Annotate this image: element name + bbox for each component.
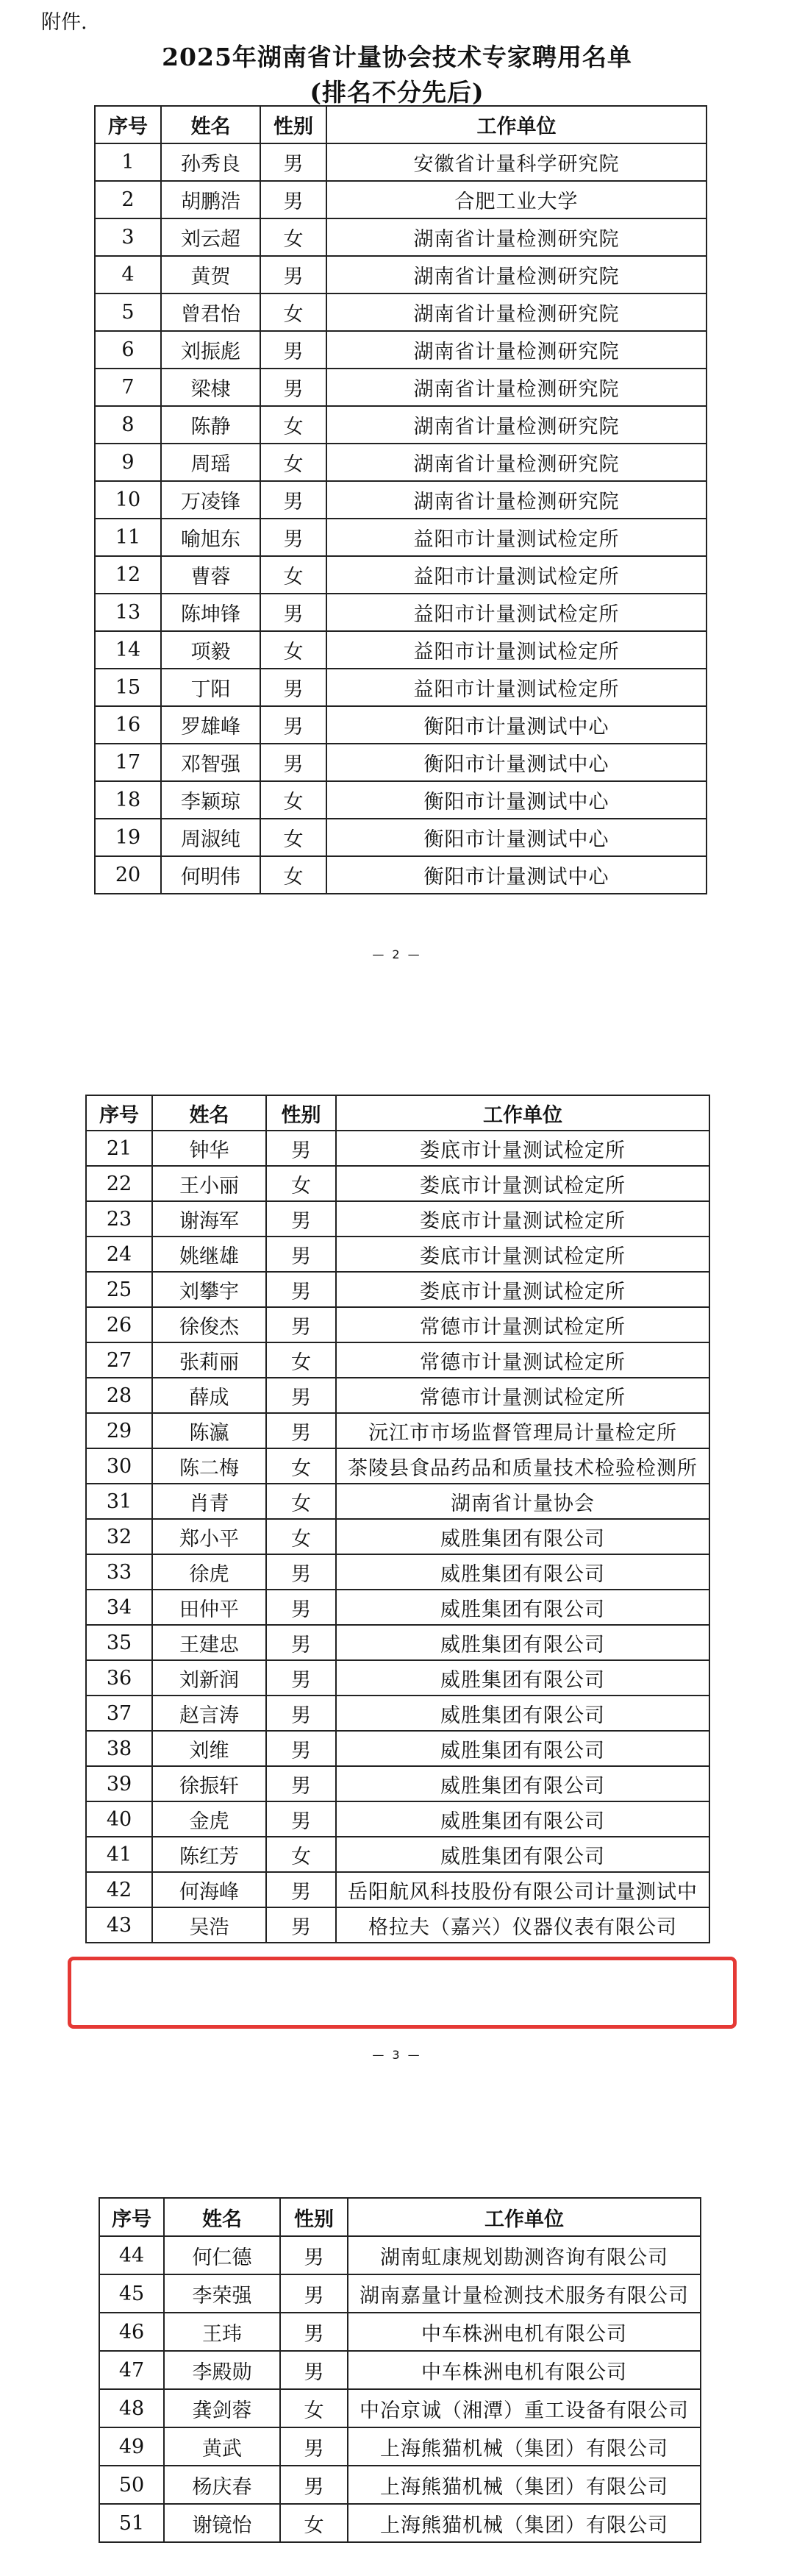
cell-gender: 男 bbox=[260, 369, 326, 406]
cell-gender: 女 bbox=[260, 819, 326, 856]
cell-name: 陈红芳 bbox=[152, 1837, 266, 1872]
cell-org: 娄底市计量测试检定所 bbox=[336, 1166, 709, 1201]
cell-no: 13 bbox=[95, 594, 161, 631]
cell-org: 湖南省计量检测研究院 bbox=[326, 331, 707, 369]
header-gender: 性别 bbox=[266, 1095, 336, 1131]
cell-org: 中车株洲电机有限公司 bbox=[348, 2351, 701, 2389]
table-row bbox=[95, 481, 707, 519]
cell-no: 16 bbox=[95, 706, 161, 744]
table-row bbox=[86, 1484, 709, 1519]
cell-name: 曹蓉 bbox=[161, 556, 260, 594]
cell-org: 益阳市计量测试检定所 bbox=[326, 519, 707, 556]
table-row bbox=[86, 1201, 709, 1237]
cell-org: 湖南省计量检测研究院 bbox=[326, 369, 707, 406]
cell-name: 邓智强 bbox=[161, 744, 260, 781]
expert-table-page-3 bbox=[99, 2197, 701, 2543]
cell-no: 12 bbox=[95, 556, 161, 594]
table-row bbox=[95, 519, 707, 556]
table-row bbox=[95, 669, 707, 706]
cell-org: 威胜集团有限公司 bbox=[336, 1837, 709, 1872]
cell-name: 薛成 bbox=[152, 1378, 266, 1413]
cell-no: 27 bbox=[86, 1342, 152, 1378]
cell-org: 茶陵县食品药品和质量技术检验检测所 bbox=[336, 1448, 709, 1484]
table-row bbox=[95, 631, 707, 669]
cell-gender: 男 bbox=[280, 2427, 348, 2466]
cell-org: 衡阳市计量测试中心 bbox=[326, 744, 707, 781]
table-row bbox=[95, 293, 707, 331]
cell-no: 26 bbox=[86, 1307, 152, 1342]
table-row bbox=[95, 856, 707, 894]
document-subtitle: (排名不分先后) bbox=[310, 78, 484, 107]
cell-org: 湖南嘉量计量检测技术服务有限公司 bbox=[348, 2274, 701, 2313]
cell-org: 常德市计量测试检定所 bbox=[336, 1307, 709, 1342]
cell-org: 益阳市计量测试检定所 bbox=[326, 556, 707, 594]
cell-name: 徐振轩 bbox=[152, 1766, 266, 1801]
cell-no: 10 bbox=[95, 481, 161, 519]
table-row bbox=[86, 1237, 709, 1272]
page-number: — 3 — bbox=[372, 2048, 422, 2062]
cell-org: 娄底市计量测试检定所 bbox=[336, 1131, 709, 1166]
cell-name: 周淑纯 bbox=[161, 819, 260, 856]
cell-gender: 女 bbox=[280, 2504, 348, 2542]
cell-org: 衡阳市计量测试中心 bbox=[326, 706, 707, 744]
cell-name: 喻旭东 bbox=[161, 519, 260, 556]
cell-name: 何仁德 bbox=[164, 2236, 280, 2274]
table-row bbox=[95, 706, 707, 744]
cell-gender: 男 bbox=[280, 2466, 348, 2504]
cell-name: 王小丽 bbox=[152, 1166, 266, 1201]
cell-name: 田仲平 bbox=[152, 1590, 266, 1625]
cell-name: 周瑶 bbox=[161, 444, 260, 481]
cell-name: 万凌锋 bbox=[161, 481, 260, 519]
cell-no: 47 bbox=[99, 2351, 164, 2389]
cell-org: 格拉夫（嘉兴）仪器仪表有限公司 bbox=[336, 1907, 709, 1943]
table-row bbox=[86, 1801, 709, 1837]
cell-org: 益阳市计量测试检定所 bbox=[326, 594, 707, 631]
cell-no: 18 bbox=[95, 781, 161, 819]
cell-name: 何明伟 bbox=[161, 856, 260, 894]
cell-name: 李荣强 bbox=[164, 2274, 280, 2313]
cell-org: 益阳市计量测试检定所 bbox=[326, 631, 707, 669]
cell-name: 刘振彪 bbox=[161, 331, 260, 369]
cell-gender: 女 bbox=[260, 293, 326, 331]
cell-gender: 男 bbox=[266, 1801, 336, 1837]
cell-org: 湖南虹康规划勘测咨询有限公司 bbox=[348, 2236, 701, 2274]
cell-name: 刘维 bbox=[152, 1731, 266, 1766]
cell-org: 衡阳市计量测试中心 bbox=[326, 781, 707, 819]
cell-name: 李殿勋 bbox=[164, 2351, 280, 2389]
table-row bbox=[86, 1554, 709, 1590]
cell-org: 娄底市计量测试检定所 bbox=[336, 1272, 709, 1307]
table-row bbox=[99, 2466, 701, 2504]
cell-name: 陈坤锋 bbox=[161, 594, 260, 631]
cell-name: 徐俊杰 bbox=[152, 1307, 266, 1342]
cell-no: 23 bbox=[86, 1201, 152, 1237]
cell-gender: 女 bbox=[260, 856, 326, 894]
cell-gender: 女 bbox=[280, 2389, 348, 2427]
table-row bbox=[95, 556, 707, 594]
cell-org: 中冶京诚（湘潭）重工设备有限公司 bbox=[348, 2389, 701, 2427]
table-row bbox=[99, 2427, 701, 2466]
cell-no: 21 bbox=[86, 1131, 152, 1166]
cell-org: 湖南省计量检测研究院 bbox=[326, 218, 707, 256]
cell-org: 衡阳市计量测试中心 bbox=[326, 856, 707, 894]
cell-name: 钟华 bbox=[152, 1131, 266, 1166]
cell-gender: 男 bbox=[260, 744, 326, 781]
cell-org: 威胜集团有限公司 bbox=[336, 1766, 709, 1801]
cell-no: 51 bbox=[99, 2504, 164, 2542]
cell-gender: 男 bbox=[266, 1766, 336, 1801]
table-row bbox=[86, 1378, 709, 1413]
cell-no: 37 bbox=[86, 1696, 152, 1731]
cell-gender: 男 bbox=[260, 669, 326, 706]
table-row bbox=[86, 1907, 709, 1943]
table-row bbox=[95, 256, 707, 293]
header-name: 姓名 bbox=[164, 2198, 280, 2236]
header-org: 工作单位 bbox=[336, 1095, 709, 1131]
header-name: 姓名 bbox=[152, 1095, 266, 1131]
cell-no: 7 bbox=[95, 369, 161, 406]
cell-gender: 男 bbox=[260, 331, 326, 369]
cell-name: 黄武 bbox=[164, 2427, 280, 2466]
cell-org: 湖南省计量检测研究院 bbox=[326, 256, 707, 293]
cell-name: 龚剑蓉 bbox=[164, 2389, 280, 2427]
cell-gender: 男 bbox=[266, 1413, 336, 1448]
cell-name: 刘攀宇 bbox=[152, 1272, 266, 1307]
cell-org: 威胜集团有限公司 bbox=[336, 1590, 709, 1625]
cell-name: 谢镜怡 bbox=[164, 2504, 280, 2542]
cell-no: 11 bbox=[95, 519, 161, 556]
table-row bbox=[95, 444, 707, 481]
cell-no: 36 bbox=[86, 1660, 152, 1696]
cell-name: 刘云超 bbox=[161, 218, 260, 256]
cell-name: 郑小平 bbox=[152, 1519, 266, 1554]
cell-org: 上海熊猫机械（集团）有限公司 bbox=[348, 2427, 701, 2466]
cell-no: 29 bbox=[86, 1413, 152, 1448]
header-gender: 性别 bbox=[260, 106, 326, 143]
table-row bbox=[86, 1872, 709, 1907]
table-row bbox=[99, 2389, 701, 2427]
cell-no: 34 bbox=[86, 1590, 152, 1625]
table-row bbox=[99, 2313, 701, 2351]
cell-name: 胡鹏浩 bbox=[161, 181, 260, 218]
cell-org: 常德市计量测试检定所 bbox=[336, 1378, 709, 1413]
cell-org: 威胜集团有限公司 bbox=[336, 1519, 709, 1554]
header-gender: 性别 bbox=[280, 2198, 348, 2236]
cell-name: 梁棣 bbox=[161, 369, 260, 406]
table-row bbox=[95, 594, 707, 631]
table-row bbox=[99, 2504, 701, 2542]
cell-gender: 男 bbox=[266, 1237, 336, 1272]
cell-no: 3 bbox=[95, 218, 161, 256]
cell-gender: 男 bbox=[260, 519, 326, 556]
cell-gender: 男 bbox=[260, 256, 326, 293]
cell-no: 45 bbox=[99, 2274, 164, 2313]
cell-org: 威胜集团有限公司 bbox=[336, 1731, 709, 1766]
cell-gender: 男 bbox=[266, 1907, 336, 1943]
cell-no: 44 bbox=[99, 2236, 164, 2274]
cell-gender: 女 bbox=[260, 218, 326, 256]
table-row bbox=[86, 1448, 709, 1484]
table-row bbox=[86, 1272, 709, 1307]
cell-gender: 男 bbox=[260, 706, 326, 744]
cell-no: 39 bbox=[86, 1766, 152, 1801]
cell-org: 安徽省计量科学研究院 bbox=[326, 143, 707, 181]
cell-org: 娄底市计量测试检定所 bbox=[336, 1201, 709, 1237]
table-row bbox=[95, 744, 707, 781]
cell-org: 常德市计量测试检定所 bbox=[336, 1342, 709, 1378]
cell-gender: 女 bbox=[266, 1837, 336, 1872]
cell-no: 22 bbox=[86, 1166, 152, 1201]
table-row bbox=[86, 1660, 709, 1696]
cell-name: 罗雄峰 bbox=[161, 706, 260, 744]
header-no: 序号 bbox=[95, 106, 161, 143]
table-row bbox=[86, 1166, 709, 1201]
page-number: — 2 — bbox=[372, 947, 422, 961]
cell-name: 刘新润 bbox=[152, 1660, 266, 1696]
cell-org: 湖南省计量检测研究院 bbox=[326, 481, 707, 519]
cell-name: 姚继雄 bbox=[152, 1237, 266, 1272]
cell-gender: 男 bbox=[266, 1696, 336, 1731]
cell-name: 王玮 bbox=[164, 2313, 280, 2351]
cell-name: 陈二梅 bbox=[152, 1448, 266, 1484]
cell-org: 湖南省计量协会 bbox=[336, 1484, 709, 1519]
cell-name: 何海峰 bbox=[152, 1872, 266, 1907]
table-row bbox=[86, 1590, 709, 1625]
cell-no: 35 bbox=[86, 1625, 152, 1660]
cell-gender: 男 bbox=[280, 2351, 348, 2389]
table-row bbox=[86, 1131, 709, 1166]
cell-gender: 男 bbox=[266, 1872, 336, 1907]
cell-gender: 男 bbox=[260, 481, 326, 519]
cell-no: 6 bbox=[95, 331, 161, 369]
cell-no: 24 bbox=[86, 1237, 152, 1272]
cell-name: 赵言涛 bbox=[152, 1696, 266, 1731]
cell-no: 1 bbox=[95, 143, 161, 181]
table-row bbox=[86, 1837, 709, 1872]
cell-no: 49 bbox=[99, 2427, 164, 2466]
cell-gender: 女 bbox=[266, 1448, 336, 1484]
table-row bbox=[99, 2351, 701, 2389]
cell-gender: 男 bbox=[266, 1625, 336, 1660]
table-row bbox=[99, 2236, 701, 2274]
table-row bbox=[86, 1413, 709, 1448]
cell-gender: 男 bbox=[280, 2236, 348, 2274]
cell-no: 14 bbox=[95, 631, 161, 669]
cell-gender: 女 bbox=[260, 631, 326, 669]
cell-no: 40 bbox=[86, 1801, 152, 1837]
cell-org: 威胜集团有限公司 bbox=[336, 1625, 709, 1660]
table-row bbox=[86, 1766, 709, 1801]
cell-no: 32 bbox=[86, 1519, 152, 1554]
cell-no: 25 bbox=[86, 1272, 152, 1307]
cell-gender: 男 bbox=[266, 1731, 336, 1766]
cell-org: 湖南省计量检测研究院 bbox=[326, 293, 707, 331]
cell-org: 威胜集团有限公司 bbox=[336, 1660, 709, 1696]
cell-gender: 男 bbox=[280, 2274, 348, 2313]
cell-org: 合肥工业大学 bbox=[326, 181, 707, 218]
table-row bbox=[95, 369, 707, 406]
cell-gender: 男 bbox=[266, 1131, 336, 1166]
cell-org: 岳阳航风科技股份有限公司计量测试中 bbox=[336, 1872, 709, 1907]
cell-no: 20 bbox=[95, 856, 161, 894]
cell-org: 中车株洲电机有限公司 bbox=[348, 2313, 701, 2351]
cell-name: 项毅 bbox=[161, 631, 260, 669]
cell-no: 42 bbox=[86, 1872, 152, 1907]
header-org: 工作单位 bbox=[348, 2198, 701, 2236]
cell-gender: 男 bbox=[266, 1378, 336, 1413]
cell-org: 益阳市计量测试检定所 bbox=[326, 669, 707, 706]
table-row bbox=[99, 2274, 701, 2313]
cell-org: 娄底市计量测试检定所 bbox=[336, 1237, 709, 1272]
cell-name: 杨庆春 bbox=[164, 2466, 280, 2504]
cell-name: 吴浩 bbox=[152, 1907, 266, 1943]
cell-no: 15 bbox=[95, 669, 161, 706]
table-row bbox=[95, 331, 707, 369]
cell-name: 谢海军 bbox=[152, 1201, 266, 1237]
cell-no: 30 bbox=[86, 1448, 152, 1484]
cell-gender: 男 bbox=[266, 1590, 336, 1625]
table-row bbox=[86, 1625, 709, 1660]
cell-gender: 女 bbox=[260, 406, 326, 444]
header-no: 序号 bbox=[99, 2198, 164, 2236]
cell-gender: 男 bbox=[266, 1272, 336, 1307]
cell-gender: 女 bbox=[260, 781, 326, 819]
cell-name: 曾君怡 bbox=[161, 293, 260, 331]
table-row bbox=[86, 1731, 709, 1766]
document-title: 2025年湖南省计量协会技术专家聘用名单 bbox=[162, 43, 632, 71]
table-row bbox=[95, 781, 707, 819]
cell-name: 肖青 bbox=[152, 1484, 266, 1519]
cell-name: 孙秀良 bbox=[161, 143, 260, 181]
cell-name: 陈瀛 bbox=[152, 1413, 266, 1448]
cell-org: 上海熊猫机械（集团）有限公司 bbox=[348, 2504, 701, 2542]
cell-no: 17 bbox=[95, 744, 161, 781]
cell-org: 湖南省计量检测研究院 bbox=[326, 406, 707, 444]
cell-org: 威胜集团有限公司 bbox=[336, 1554, 709, 1590]
table-row bbox=[86, 1342, 709, 1378]
expert-table-page-1 bbox=[94, 105, 707, 894]
cell-no: 33 bbox=[86, 1554, 152, 1590]
cell-gender: 男 bbox=[266, 1554, 336, 1590]
table-row bbox=[86, 1696, 709, 1731]
cell-org: 沅江市市场监督管理局计量检定所 bbox=[336, 1413, 709, 1448]
cell-no: 28 bbox=[86, 1378, 152, 1413]
cell-no: 4 bbox=[95, 256, 161, 293]
cell-name: 李颖琼 bbox=[161, 781, 260, 819]
cell-no: 19 bbox=[95, 819, 161, 856]
table-row bbox=[86, 1307, 709, 1342]
cell-gender: 女 bbox=[266, 1484, 336, 1519]
cell-org: 湖南省计量检测研究院 bbox=[326, 444, 707, 481]
expert-table-page-2 bbox=[85, 1095, 710, 1943]
table-row bbox=[95, 406, 707, 444]
header-org: 工作单位 bbox=[326, 106, 707, 143]
cell-gender: 女 bbox=[266, 1166, 336, 1201]
cell-no: 48 bbox=[99, 2389, 164, 2427]
cell-gender: 男 bbox=[266, 1201, 336, 1237]
cell-no: 50 bbox=[99, 2466, 164, 2504]
table-row bbox=[95, 819, 707, 856]
cell-org: 上海熊猫机械（集团）有限公司 bbox=[348, 2466, 701, 2504]
cell-no: 41 bbox=[86, 1837, 152, 1872]
cell-name: 张莉丽 bbox=[152, 1342, 266, 1378]
cell-name: 王建忠 bbox=[152, 1625, 266, 1660]
cell-no: 31 bbox=[86, 1484, 152, 1519]
cell-name: 陈静 bbox=[161, 406, 260, 444]
cell-gender: 男 bbox=[260, 181, 326, 218]
cell-gender: 男 bbox=[266, 1660, 336, 1696]
cell-name: 金虎 bbox=[152, 1801, 266, 1837]
header-name: 姓名 bbox=[161, 106, 260, 143]
cell-gender: 男 bbox=[260, 143, 326, 181]
cell-no: 9 bbox=[95, 444, 161, 481]
cell-no: 46 bbox=[99, 2313, 164, 2351]
cell-name: 丁阳 bbox=[161, 669, 260, 706]
table-row bbox=[86, 1519, 709, 1554]
attachment-label: 附件. bbox=[41, 11, 87, 34]
cell-gender: 女 bbox=[266, 1342, 336, 1378]
highlight-box bbox=[68, 1957, 737, 2029]
cell-gender: 男 bbox=[266, 1307, 336, 1342]
header-no: 序号 bbox=[86, 1095, 152, 1131]
cell-org: 威胜集团有限公司 bbox=[336, 1801, 709, 1837]
table-row bbox=[95, 143, 707, 181]
cell-gender: 女 bbox=[260, 444, 326, 481]
cell-no: 8 bbox=[95, 406, 161, 444]
cell-no: 2 bbox=[95, 181, 161, 218]
cell-gender: 男 bbox=[260, 594, 326, 631]
cell-no: 38 bbox=[86, 1731, 152, 1766]
cell-no: 5 bbox=[95, 293, 161, 331]
cell-name: 黄贺 bbox=[161, 256, 260, 293]
cell-gender: 女 bbox=[260, 556, 326, 594]
cell-gender: 男 bbox=[280, 2313, 348, 2351]
cell-org: 衡阳市计量测试中心 bbox=[326, 819, 707, 856]
cell-org: 威胜集团有限公司 bbox=[336, 1696, 709, 1731]
table-row bbox=[95, 181, 707, 218]
cell-name: 徐虎 bbox=[152, 1554, 266, 1590]
table-row bbox=[95, 218, 707, 256]
cell-gender: 女 bbox=[266, 1519, 336, 1554]
cell-no: 43 bbox=[86, 1907, 152, 1943]
